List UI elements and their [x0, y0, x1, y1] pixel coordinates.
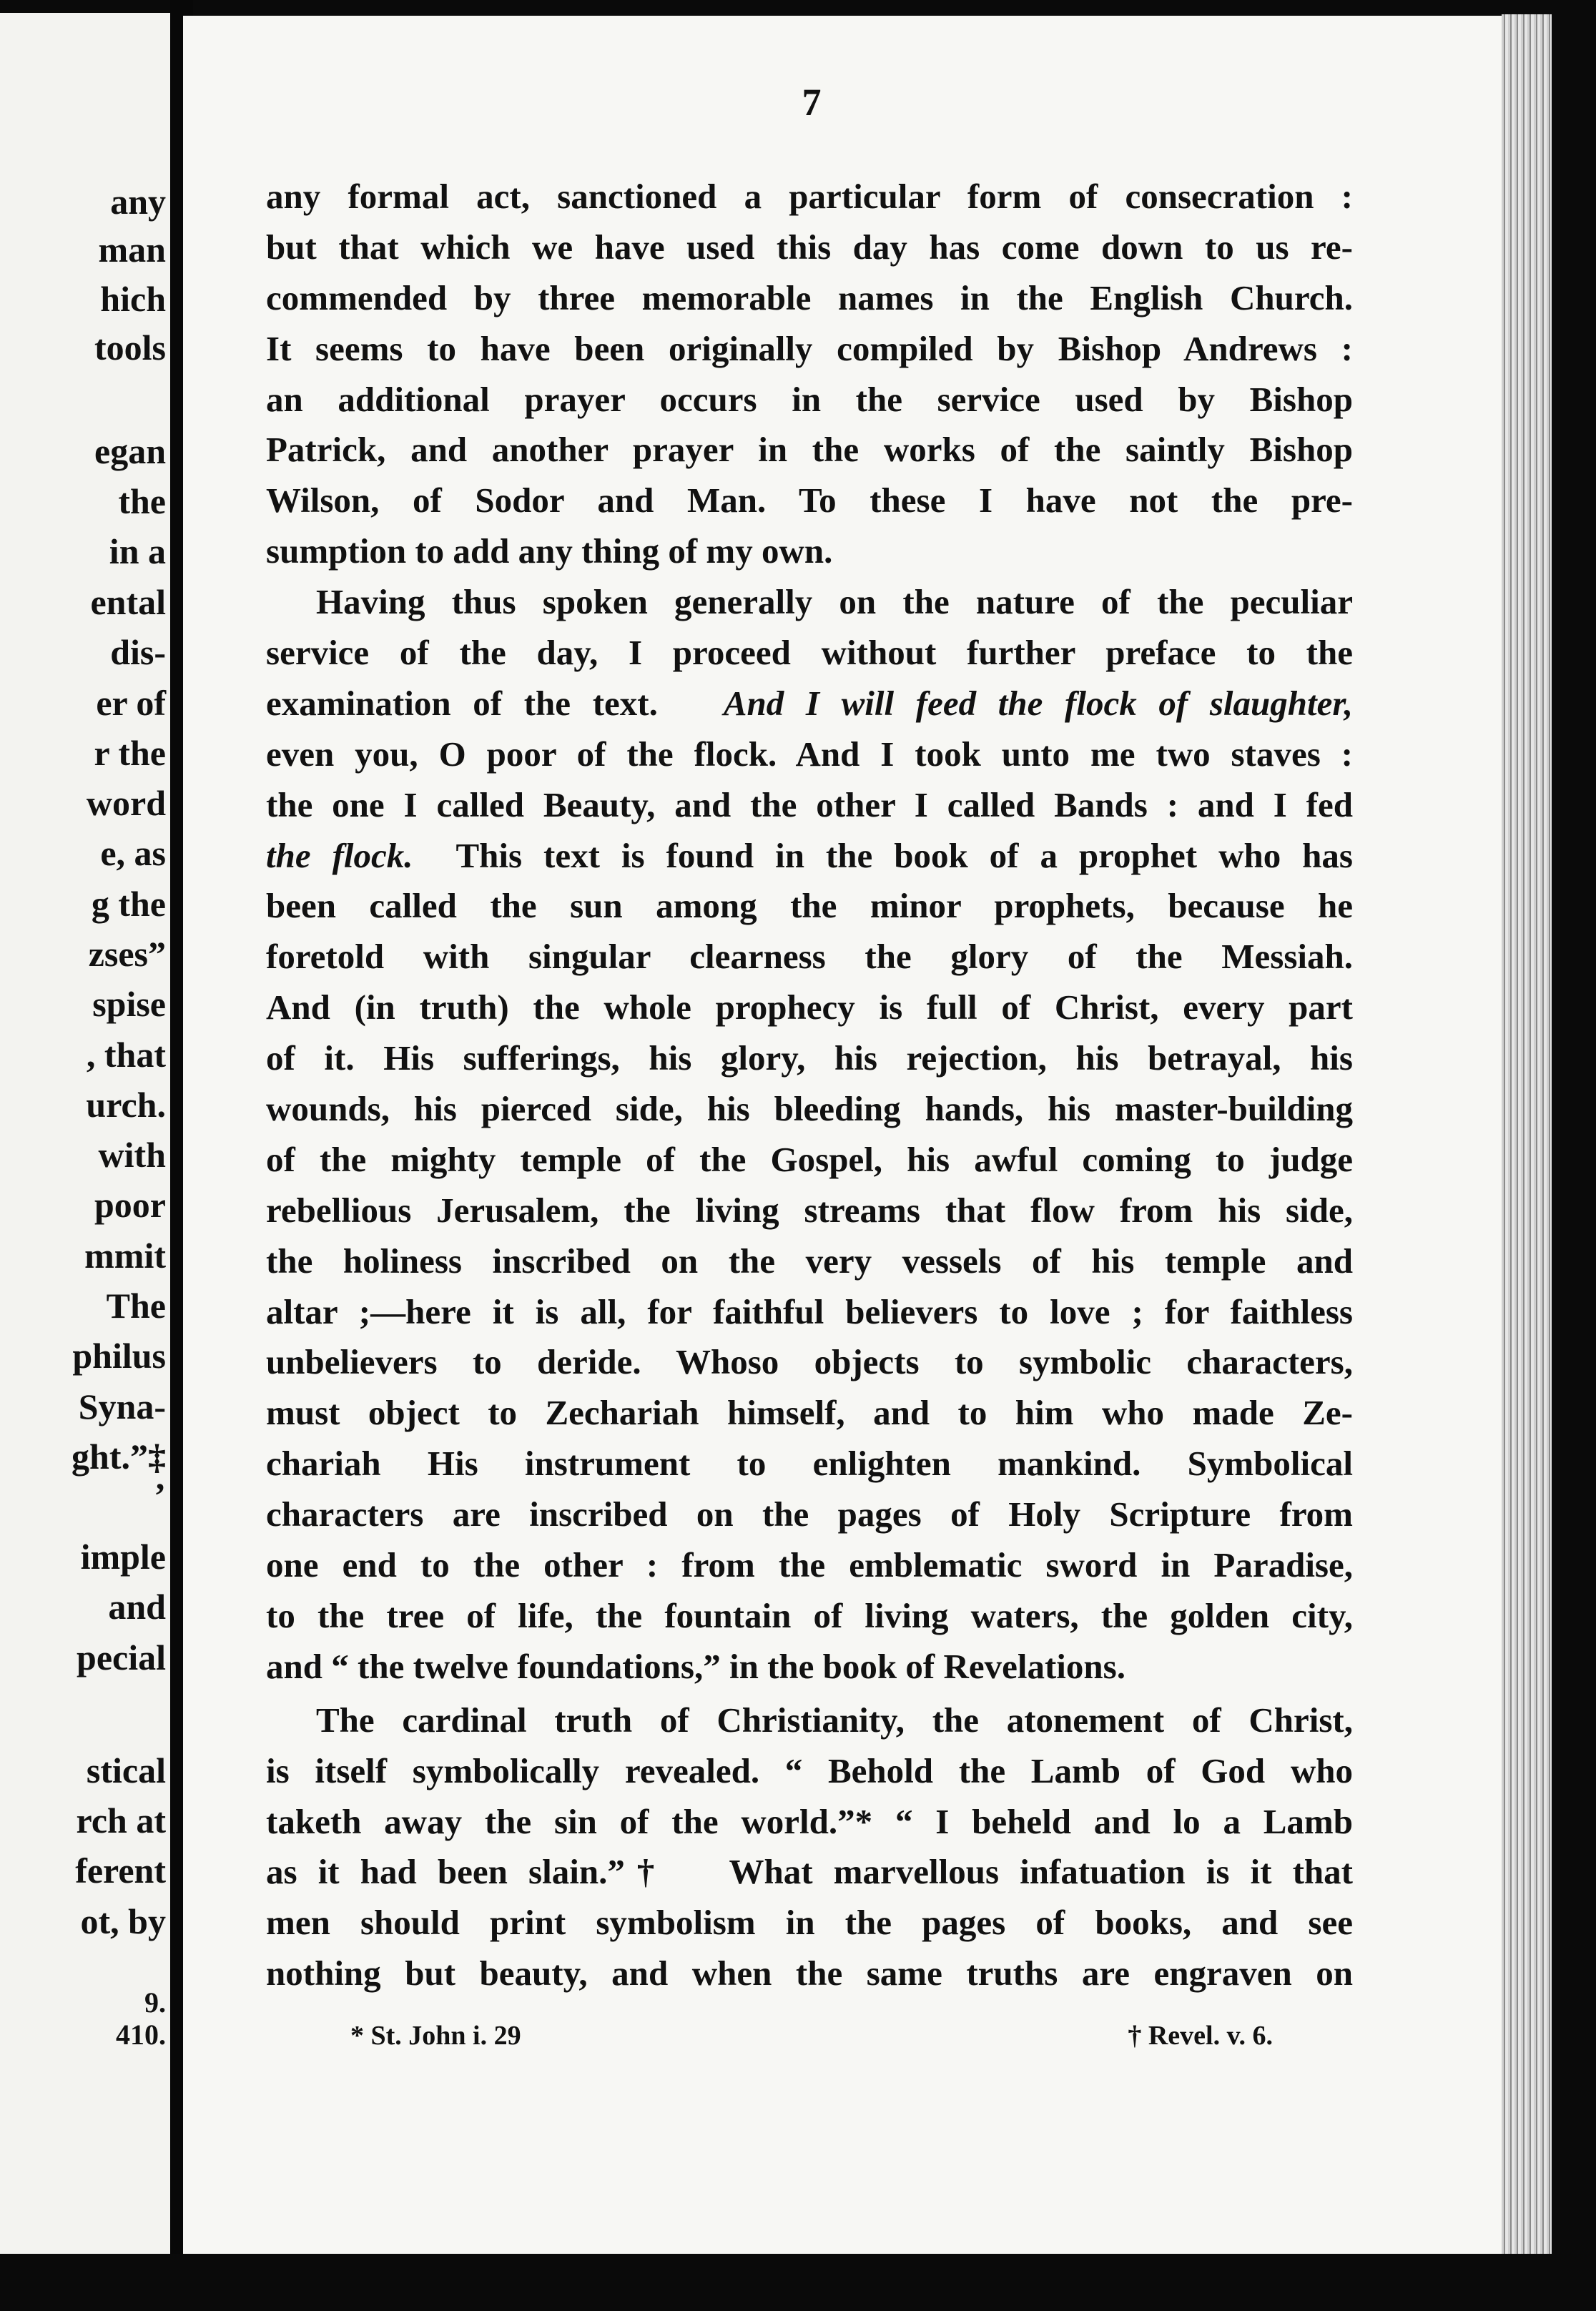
- left-fragment: ght.”‡: [72, 1437, 166, 1477]
- text-line: [266, 831, 1353, 882]
- text-line: any formal act, sanctioned a particular form of consecration :: [266, 177, 1353, 216]
- text-segment: This text is found in the book of a prophet who has: [455, 835, 1353, 875]
- text-segment: as it had been slain.”†: [266, 1852, 667, 1892]
- left-fragment: and: [108, 1587, 166, 1627]
- left-fragment: ferent: [75, 1851, 166, 1891]
- text-line: The cardinal truth of Christianity, the atonement of Christ,: [316, 1700, 1353, 1740]
- text-line: foretold with singular clearness the glory of the Messiah.: [266, 937, 1353, 977]
- text-line: altar ;—here it is all, for faithful believers to love ; for faithless: [266, 1291, 1353, 1331]
- left-fragment: tools: [94, 327, 166, 368]
- scan-bottom-border: [0, 2254, 1596, 2311]
- text-line: of the mighty temple of the Gospel, his awful coming to judge: [266, 1139, 1353, 1179]
- left-fragment: hich: [100, 279, 166, 319]
- left-fragment: mmit: [84, 1236, 166, 1276]
- footnotes: [350, 2020, 1273, 2063]
- text-line: but that which we have used this day has come down to us re-: [266, 227, 1353, 267]
- left-fragment: dis-: [110, 632, 166, 672]
- left-fragment: imple: [80, 1537, 166, 1577]
- left-fragment: er of: [96, 683, 166, 723]
- text-line: unbelievers to deride. Whoso objects to symbolic characters,: [266, 1342, 1353, 1382]
- text-segment: What marvellous infatuation is it that: [729, 1852, 1353, 1892]
- text-line: nothing but beauty, and when the same truths are engraven on: [266, 1953, 1353, 1994]
- left-fragment: spise: [92, 984, 166, 1024]
- text-line: and “ the twelve foundations,” in the book of Revelations.: [266, 1646, 1125, 1686]
- left-fragment: philus: [72, 1336, 166, 1376]
- text-line: one end to the other : from the emblematic sword in Paradise,: [266, 1545, 1353, 1585]
- body-text: [266, 172, 1353, 1999]
- left-fragment: egan: [94, 431, 166, 471]
- text-line: characters are inscribed on the pages of Holy Scripture from: [266, 1494, 1353, 1534]
- scan-top-border: [0, 0, 1596, 14]
- text-line: an additional prayer occurs in the service used by Bishop: [266, 379, 1353, 419]
- text-line: the holiness inscribed on the very vessels of his temple and: [266, 1241, 1353, 1281]
- footnote: * St. John i. 29: [350, 2021, 521, 2051]
- left-fragment: with: [98, 1135, 166, 1175]
- left-fragment: The: [106, 1286, 166, 1326]
- page-edges: [1502, 14, 1552, 2256]
- facing-page-edge: [0, 13, 170, 2265]
- left-fragment: Syna-: [78, 1386, 166, 1426]
- text-line: wounds, his pierced side, his bleeding hands, his master-building: [266, 1089, 1353, 1129]
- left-fragment: e, as: [100, 833, 166, 873]
- left-fragment: poor: [94, 1185, 166, 1225]
- text-line: commended by three memorable names in the English Church.: [266, 277, 1353, 317]
- text-line: chariah His instrument to enlighten mankind. Symbolical: [266, 1444, 1353, 1484]
- left-fragment: g the: [91, 884, 166, 924]
- left-fragment: r the: [94, 733, 166, 773]
- left-fragment: zses”: [88, 934, 166, 974]
- text-line: sumption to add any thing of my own.: [266, 531, 833, 571]
- left-fragment: ental: [90, 582, 166, 622]
- left-fragment: 410.: [116, 2019, 166, 2051]
- scripture-quote: the flock.: [266, 835, 413, 875]
- scan-right-border: [1552, 0, 1596, 2311]
- text-line: must object to Zechariah himself, and to him who made Ze-: [266, 1393, 1353, 1433]
- scripture-line: even you, O poor of the flock. And I took unto me two staves :: [266, 734, 1353, 774]
- left-fragment: stical: [86, 1750, 166, 1790]
- text-line: been called the sun among the minor prophets, because he: [266, 886, 1353, 926]
- left-fragment: the: [118, 481, 166, 521]
- left-fragment: man: [98, 230, 166, 270]
- text-line: taketh away the sin of the world.”* “ I beheld and lo a Lamb: [266, 1801, 1353, 1841]
- left-fragment: 9.: [144, 1986, 166, 2019]
- text-segment: examination of the text.: [266, 683, 658, 723]
- left-fragment: pecial: [77, 1637, 166, 1677]
- text-line: service of the day, I proceed without further preface to the: [266, 633, 1353, 673]
- text-line: to the tree of life, the fountain of living waters, the golden city,: [266, 1595, 1353, 1635]
- text-line: Wilson, of Sodor and Man. To these I have not the pre-: [266, 481, 1353, 521]
- footnote: † Revel. v. 6.: [1128, 2021, 1273, 2051]
- text-line: of it. His sufferings, his glory, his rejection, his betrayal, his: [266, 1038, 1353, 1078]
- scripture-quote: And I will feed the flock of slaughter,: [723, 683, 1353, 723]
- text-line: men should print symbolism in the pages of books, and see: [266, 1903, 1353, 1943]
- text-line: It seems to have been originally compiled by Bishop Andrews :: [266, 328, 1353, 368]
- page-number: 7: [802, 81, 822, 124]
- text-line: Having thus spoken generally on the nature of the peculiar: [316, 582, 1353, 622]
- text-line: Patrick, and another prayer in the works of the saintly Bishop: [266, 430, 1353, 470]
- left-fragment: , that: [86, 1035, 166, 1075]
- left-fragment: ’: [154, 1475, 166, 1515]
- left-fragment: ot, by: [80, 1901, 166, 1941]
- left-fragment: urch.: [86, 1085, 166, 1125]
- scripture-line: the one I called Beauty, and the other I called Bands : and I fed: [266, 784, 1353, 824]
- text-line: [266, 1847, 1353, 1898]
- left-fragment: rch at: [76, 1800, 166, 1841]
- text-line: [266, 679, 1353, 729]
- text-line: And (in truth) the whole prophecy is full of Christ, every part: [266, 987, 1353, 1028]
- left-fragment: word: [86, 783, 166, 823]
- text-line: rebellious Jerusalem, the living streams that flow from his side,: [266, 1190, 1353, 1230]
- left-fragment: in a: [109, 531, 166, 571]
- text-line: is itself symbolically revealed. “ Behold the Lamb of God who: [266, 1750, 1353, 1790]
- left-fragment: any: [110, 182, 166, 222]
